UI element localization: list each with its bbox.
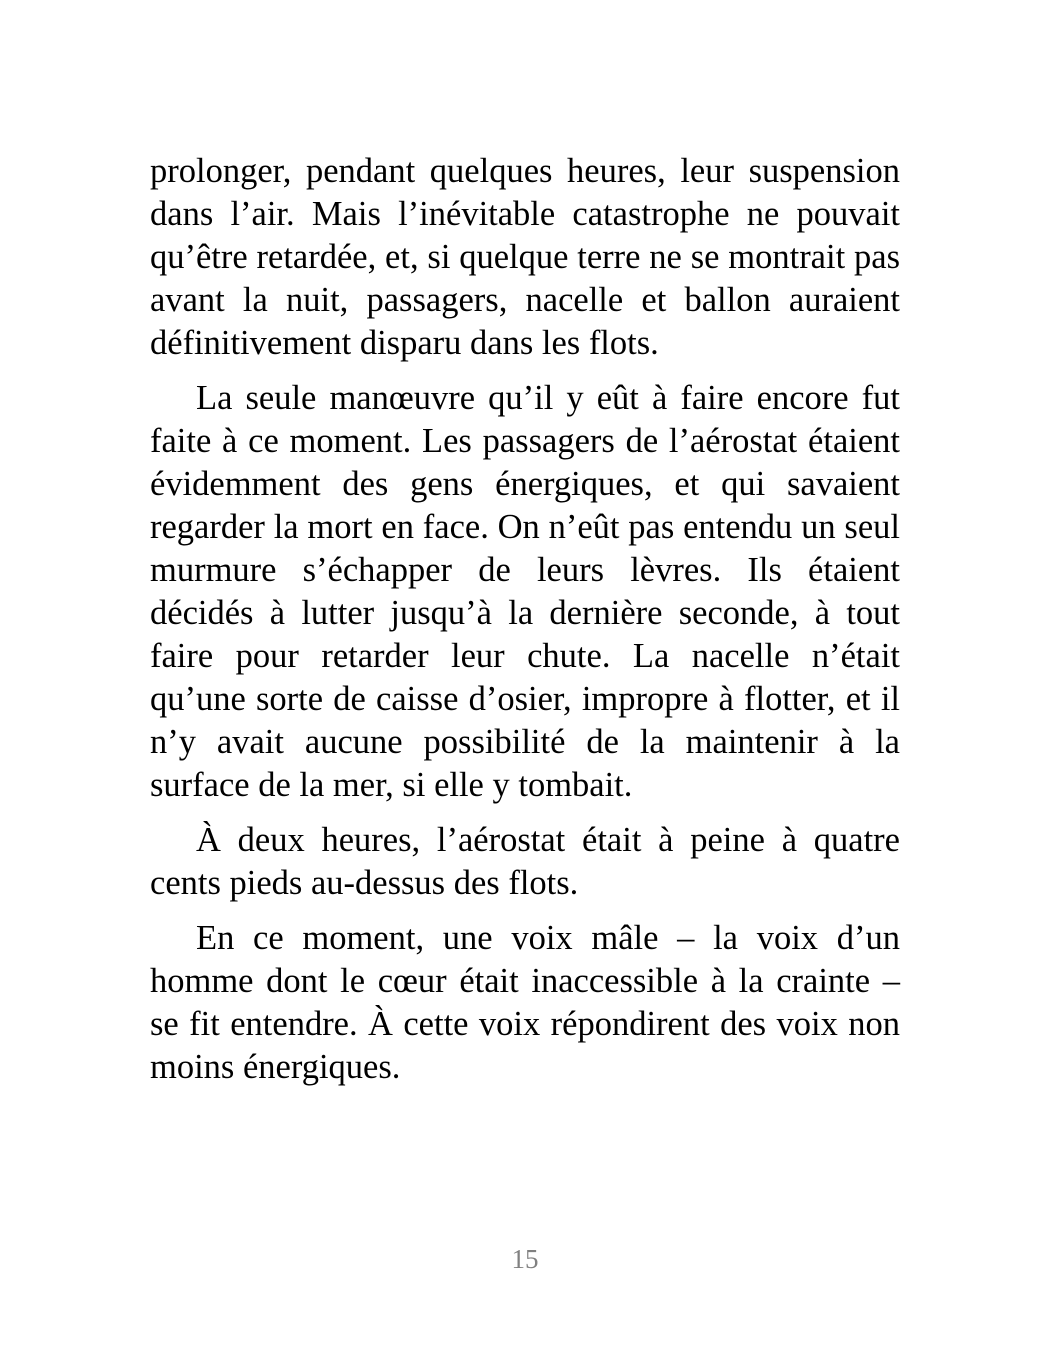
paragraph-4: En ce moment, une voix mâle – la voix d’un homme dont le cœur était inaccessible à la crainte – se fit entendre. À cette voix répondirent des voix non moins énergiques. (150, 919, 900, 1086)
paragraph-1: prolonger, pendant quelques heures, leur suspension dans l’air. Mais l’inévitable catastrophe ne pouvait qu’être retardée, et, si quelque terre ne se montrait pas avant la nuit, passagers, nacelle et ballon auraient définitivement disparu dans les flots. (150, 152, 900, 362)
page-body (150, 150, 900, 1101)
paragraph-3: À deux heures, l’aérostat était à peine à quatre cents pieds au-dessus des flots. (150, 821, 900, 902)
page-number: 15 (511, 1244, 539, 1274)
paragraph-2: La seule manœuvre qu’il y eût à faire encore fut faite à ce moment. Les passagers de l’aérostat étaient évidemment des gens énergiques, et qui savaient regarder la mort en face. On n’eût pas entendu un seul murmure s’échapper de leurs lèvres. Ils étaient décidés à lutter jusqu’à la dernière seconde, à tout faire pour retarder leur chute. La nacelle n’était qu’une sorte de caisse d’osier, impropre à flotter, et il n’y avait aucune possibilité de la maintenir à la surface de la mer, si elle y tombait. (150, 379, 900, 804)
